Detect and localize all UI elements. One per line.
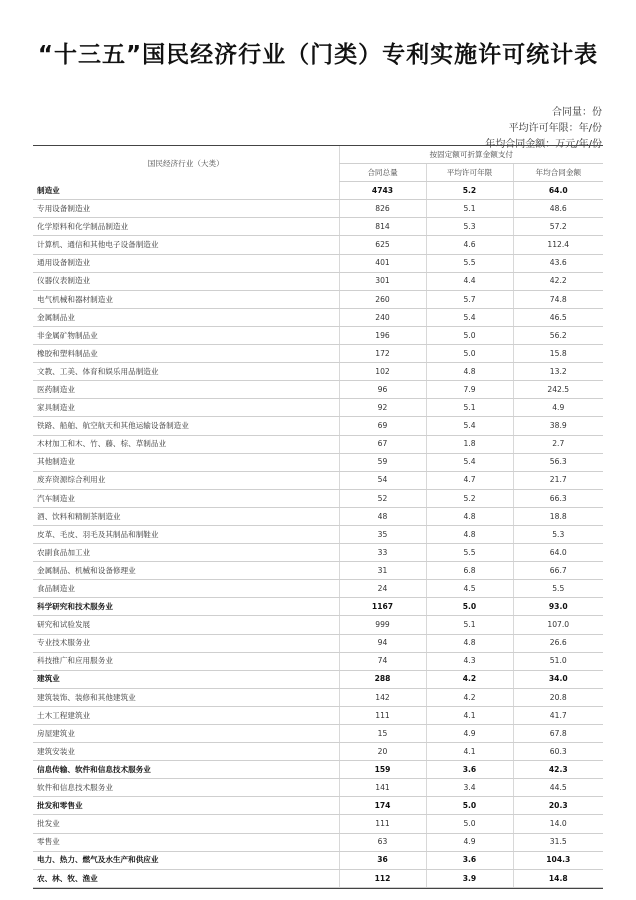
amount-cell: 67.8 [513,725,603,743]
industry-cell: 专用设备制造业 [33,200,339,218]
total-cell: 59 [339,453,426,471]
amount-cell: 42.2 [513,272,603,290]
total-cell: 69 [339,417,426,435]
industry-cell: 软件和信息技术服务业 [33,779,339,797]
table-row [33,381,603,399]
table-row [33,634,603,652]
industry-cell: 科技推广和应用服务业 [33,652,339,670]
period-cell: 5.1 [426,200,513,218]
total-cell: 24 [339,580,426,598]
industry-cell: 家具制造业 [33,399,339,417]
period-cell: 4.1 [426,706,513,724]
amount-cell: 43.6 [513,254,603,272]
header-row-group [33,146,603,164]
amount-cell: 14.0 [513,815,603,833]
amount-cell: 4.9 [513,399,603,417]
avg-amount-unit-note: 年均合同金额：万元/年/份 [485,139,602,150]
amount-cell: 56.2 [513,326,603,344]
industry-cell: 建筑安装业 [33,743,339,761]
table-row [33,363,603,381]
table-row [33,435,603,453]
industry-cell: 铁路、船舶、航空航天和其他运输设备制造业 [33,417,339,435]
total-cell: 142 [339,688,426,706]
amount-cell: 18.8 [513,507,603,525]
period-cell: 6.8 [426,562,513,580]
period-cell: 4.9 [426,725,513,743]
amount-cell: 5.5 [513,580,603,598]
total-cell: 92 [339,399,426,417]
table-row [33,743,603,761]
table-row [33,706,603,724]
amount-cell: 51.0 [513,652,603,670]
total-cell: 35 [339,525,426,543]
total-cell: 401 [339,254,426,272]
total-cell: 174 [339,797,426,815]
industry-cell: 电气机械和器材制造业 [33,290,339,308]
period-cell: 4.4 [426,272,513,290]
period-cell: 4.8 [426,634,513,652]
amount-cell: 60.3 [513,743,603,761]
period-cell: 4.1 [426,743,513,761]
table-body [33,182,603,888]
total-cell: 141 [339,779,426,797]
industry-cell: 信息传输、软件和信息技术服务业 [33,761,339,779]
period-cell: 3.4 [426,779,513,797]
amount-cell: 5.3 [513,525,603,543]
table-row [33,345,603,363]
total-cell: 814 [339,218,426,236]
amount-cell: 13.2 [513,363,603,381]
total-cell: 67 [339,435,426,453]
period-cell: 5.4 [426,308,513,326]
amount-cell: 31.5 [513,833,603,851]
period-cell: 5.2 [426,182,513,200]
table-row [33,761,603,779]
industry-cell: 其他制造业 [33,453,339,471]
amount-cell: 42.3 [513,761,603,779]
amount-cell: 15.8 [513,345,603,363]
amount-cell: 26.6 [513,634,603,652]
amount-cell: 104.3 [513,851,603,869]
table-row [33,290,603,308]
amount-cell: 64.0 [513,182,603,200]
column-header-industry: 国民经济行业（大类） [147,159,224,169]
total-cell: 172 [339,345,426,363]
column-header-total: 合同总量 [339,164,426,182]
table-row [33,236,603,254]
total-cell: 74 [339,652,426,670]
total-cell: 999 [339,616,426,634]
table-row [33,688,603,706]
industry-cell: 房屋建筑业 [33,725,339,743]
industry-cell: 非金属矿物制品业 [33,326,339,344]
table-row [33,652,603,670]
industry-cell: 制造业 [33,182,339,200]
amount-cell: 66.7 [513,562,603,580]
industry-cell: 科学研究和技术服务业 [33,598,339,616]
total-cell: 31 [339,562,426,580]
period-cell: 5.4 [426,453,513,471]
industry-cell: 农副食品加工业 [33,544,339,562]
period-cell: 4.2 [426,688,513,706]
table-row [33,797,603,815]
total-cell: 102 [339,363,426,381]
total-cell: 94 [339,634,426,652]
total-cell: 196 [339,326,426,344]
amount-cell: 242.5 [513,381,603,399]
period-cell: 4.5 [426,580,513,598]
amount-cell: 64.0 [513,544,603,562]
total-cell: 111 [339,706,426,724]
period-cell: 5.1 [426,616,513,634]
industry-cell: 化学原料和化学制品制造业 [33,218,339,236]
table-row [33,507,603,525]
amount-cell: 20.3 [513,797,603,815]
period-cell: 4.9 [426,833,513,851]
industry-cell: 木材加工和木、竹、藤、棕、草制品业 [33,435,339,453]
industry-cell: 金属制品、机械和设备修理业 [33,562,339,580]
table-row [33,399,603,417]
industry-cell: 零售业 [33,833,339,851]
amount-cell: 21.7 [513,471,603,489]
table-row [33,833,603,851]
table-row [33,218,603,236]
table-row [33,525,603,543]
column-header-amount: 年均合同金额 [513,164,603,182]
total-cell: 54 [339,471,426,489]
period-cell: 3.9 [426,869,513,887]
table-row [33,489,603,507]
period-cell: 5.0 [426,326,513,344]
period-cell: 5.0 [426,598,513,616]
total-cell: 159 [339,761,426,779]
table-row [33,616,603,634]
table-row [33,725,603,743]
patent-license-table [33,145,603,889]
period-cell: 7.9 [426,381,513,399]
industry-cell: 皮革、毛皮、羽毛及其制品和制鞋业 [33,525,339,543]
period-cell: 4.6 [426,236,513,254]
period-cell: 5.0 [426,815,513,833]
total-cell: 36 [339,851,426,869]
industry-cell: 建筑业 [33,670,339,688]
amount-cell: 14.8 [513,869,603,887]
total-cell: 112 [339,869,426,887]
period-cell: 5.3 [426,218,513,236]
total-cell: 20 [339,743,426,761]
industry-cell: 批发和零售业 [33,797,339,815]
total-cell: 240 [339,308,426,326]
total-cell: 33 [339,544,426,562]
total-cell: 48 [339,507,426,525]
total-cell: 1167 [339,598,426,616]
amount-cell: 112.4 [513,236,603,254]
period-cell: 4.8 [426,363,513,381]
contracts-unit-note: 合同量：份 [552,107,602,118]
total-cell: 301 [339,272,426,290]
total-cell: 63 [339,833,426,851]
industry-cell: 医药制造业 [33,381,339,399]
column-header-period: 平均许可年限 [426,164,513,182]
industry-cell: 计算机、通信和其他电子设备制造业 [33,236,339,254]
period-cell: 5.5 [426,544,513,562]
table-row [33,598,603,616]
total-cell: 111 [339,815,426,833]
industry-cell: 仪器仪表制造业 [33,272,339,290]
amount-cell: 44.5 [513,779,603,797]
amount-cell: 38.9 [513,417,603,435]
period-cell: 5.0 [426,345,513,363]
total-cell: 96 [339,381,426,399]
table-row [33,308,603,326]
total-cell: 288 [339,670,426,688]
industry-cell: 通用设备制造业 [33,254,339,272]
period-cell: 5.0 [426,797,513,815]
industry-cell: 农、林、牧、渔业 [33,869,339,887]
industry-cell: 电力、热力、燃气及水生产和供应业 [33,851,339,869]
total-cell: 52 [339,489,426,507]
period-cell: 5.1 [426,399,513,417]
industry-cell: 批发业 [33,815,339,833]
industry-cell: 食品制造业 [33,580,339,598]
period-cell: 5.7 [426,290,513,308]
industry-cell: 土木工程建筑业 [33,706,339,724]
period-cell: 5.5 [426,254,513,272]
industry-cell: 废弃资源综合利用业 [33,471,339,489]
industry-cell: 橡胶和塑料制品业 [33,345,339,363]
table-row [33,182,603,200]
period-cell: 4.8 [426,525,513,543]
amount-cell: 34.0 [513,670,603,688]
amount-cell: 56.3 [513,453,603,471]
table-row [33,851,603,869]
table-row [33,200,603,218]
table-row [33,779,603,797]
table-row [33,254,603,272]
table-row [33,580,603,598]
industry-cell: 建筑装饰、装修和其他建筑业 [33,688,339,706]
table-row [33,326,603,344]
period-cell: 1.8 [426,435,513,453]
period-cell: 5.4 [426,417,513,435]
period-cell: 4.3 [426,652,513,670]
total-cell: 826 [339,200,426,218]
period-cell: 3.6 [426,761,513,779]
amount-cell: 74.8 [513,290,603,308]
amount-cell: 48.6 [513,200,603,218]
table-row [33,453,603,471]
table-row [33,815,603,833]
amount-cell: 107.0 [513,616,603,634]
total-cell: 260 [339,290,426,308]
table-row [33,544,603,562]
period-cell: 3.6 [426,851,513,869]
amount-cell: 20.8 [513,688,603,706]
amount-cell: 46.5 [513,308,603,326]
industry-cell: 专业技术服务业 [33,634,339,652]
table-row [33,670,603,688]
industry-cell: 酒、饮料和精制茶制造业 [33,507,339,525]
amount-cell: 66.3 [513,489,603,507]
avg-period-unit-note: 平均许可年限：年/份 [508,123,602,134]
total-cell: 15 [339,725,426,743]
industry-cell: 金属制品业 [33,308,339,326]
industry-cell: 研究和试验发展 [33,616,339,634]
table-row [33,471,603,489]
total-cell: 625 [339,236,426,254]
table-row [33,417,603,435]
period-cell: 4.8 [426,507,513,525]
industry-cell: 文教、工美、体育和娱乐用品制造业 [33,363,339,381]
total-cell: 4743 [339,182,426,200]
table-row [33,562,603,580]
amount-cell: 41.7 [513,706,603,724]
table-row [33,869,603,887]
industry-cell: 汽车制造业 [33,489,339,507]
period-cell: 5.2 [426,489,513,507]
amount-cell: 57.2 [513,218,603,236]
column-header-payment-group: 按固定额可折算金额支付 [339,146,603,164]
page-title: “十三五”国民经济行业（门类）专利实施许可统计表 [37,42,599,68]
period-cell: 4.2 [426,670,513,688]
period-cell: 4.7 [426,471,513,489]
amount-cell: 2.7 [513,435,603,453]
table-row [33,272,603,290]
amount-cell: 93.0 [513,598,603,616]
